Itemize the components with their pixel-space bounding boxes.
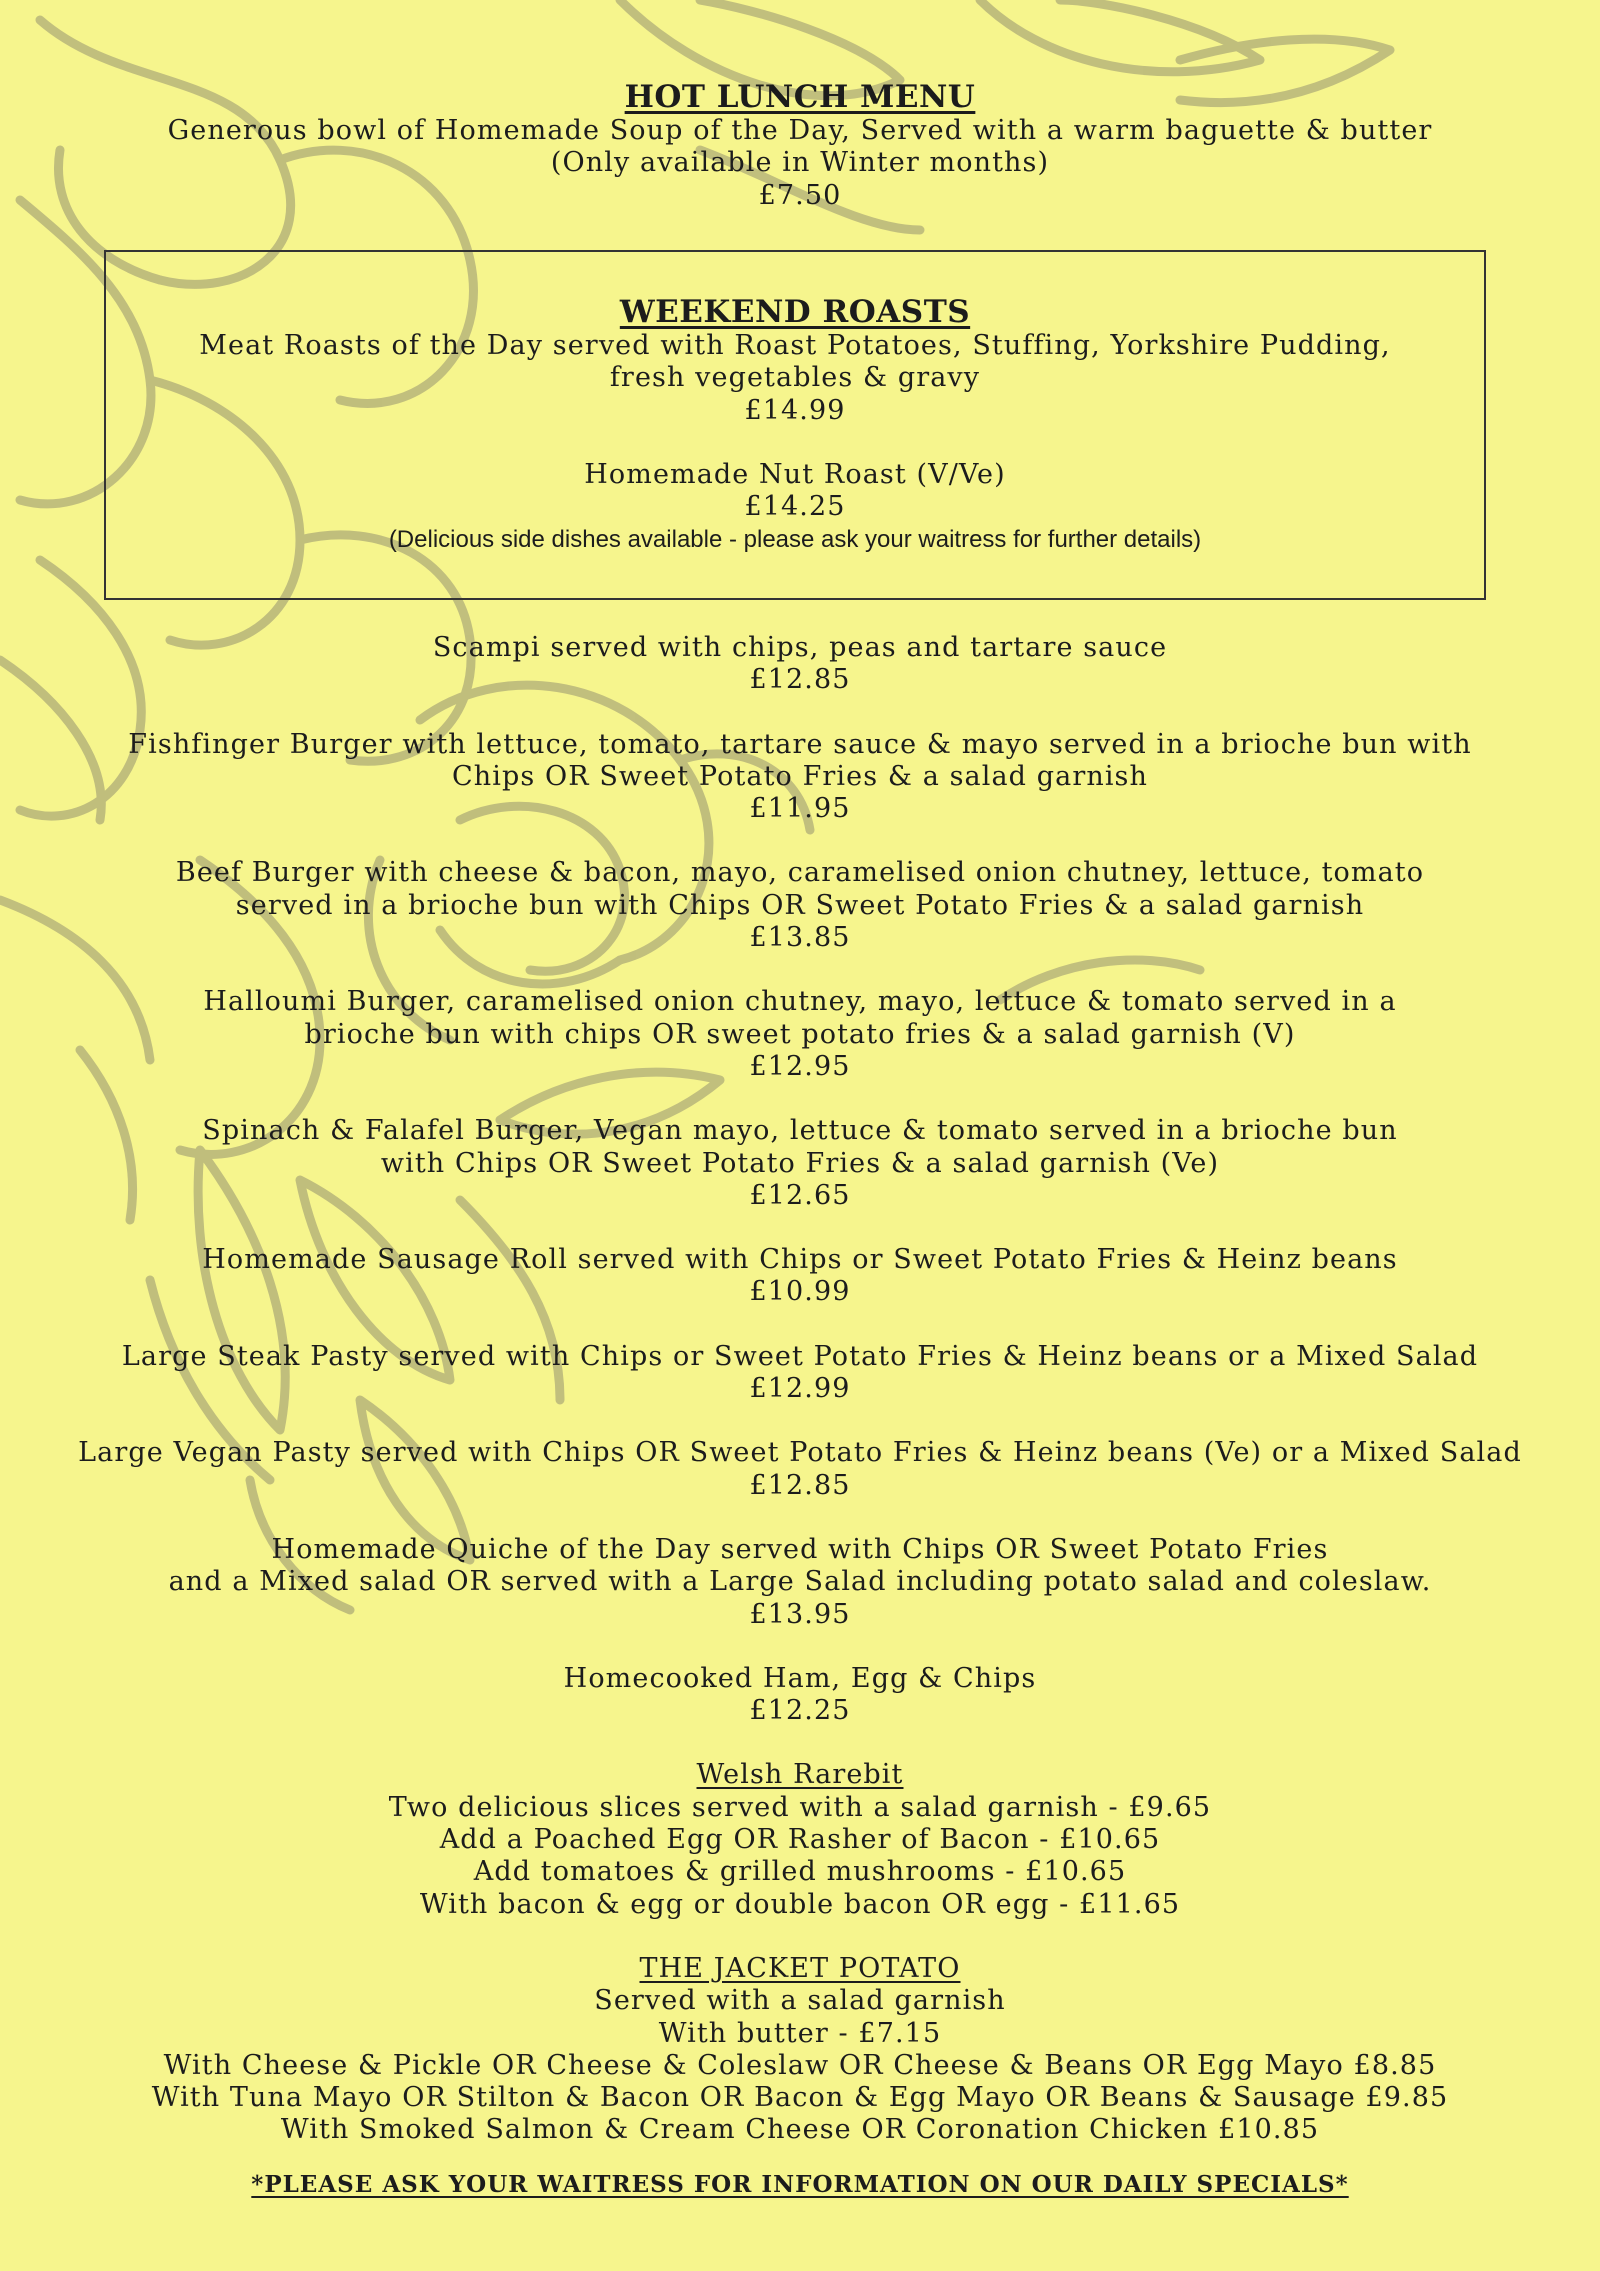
menu-item-description: Large Vegan Pasty served with Chips OR Sweet Potato Fries & Heinz beans (Ve) or a Mixed Salad [78, 1437, 1522, 1469]
menu-item-price: £12.99 [749, 1373, 851, 1405]
jacket-potato-option: Served with a salad garnish [594, 1985, 1006, 2017]
nut-roast-name: Homemade Nut Roast (V/Ve) [584, 458, 1006, 490]
side-dishes-note: (Delicious side dishes available - please ask your waitress for further details) [388, 526, 1202, 554]
menu-item-description: brioche bun with chips OR sweet potato fries & a salad garnish (V) [304, 1018, 1296, 1050]
meat-roast-description-line-1: Meat Roasts of the Day served with Roast Potatoes, Stuffing, Yorkshire Pudding, [199, 330, 1391, 361]
welsh-rarebit-option: Two delicious slices served with a salad garnish - £9.65 [388, 1791, 1212, 1823]
soup-description: Generous bowl of Homemade Soup of the Day, Served with a warm baguette & butter [167, 115, 1433, 146]
jacket-potato-heading: THE JACKET POTATO [639, 1952, 961, 1984]
meat-roast-price: £14.99 [744, 394, 846, 426]
jacket-potato-option: With Cheese & Pickle OR Cheese & Coleslaw OR Cheese & Beans OR Egg Mayo £8.85 [163, 2049, 1437, 2081]
hot-lunch-section [0, 79, 1600, 212]
menu-item-scampi [0, 632, 1600, 697]
menu-item-fishfinger-burger [0, 729, 1600, 826]
hot-lunch-title: HOT LUNCH MENU [624, 79, 976, 115]
menu-item-halloumi-burger [0, 986, 1600, 1083]
weekend-roasts-box [104, 250, 1486, 600]
menu-item-description: Spinach & Falafel Burger, Vegan mayo, lettuce & tomato served in a brioche bun [202, 1115, 1398, 1147]
menu-item-beef-burger [0, 857, 1600, 954]
menu-item-description: Homemade Sausage Roll served with Chips or Sweet Potato Fries & Heinz beans [202, 1244, 1398, 1276]
menu-item-description: Scampi served with chips, peas and tartare sauce [432, 632, 1168, 663]
soup-availability: (Only available in Winter months) [550, 147, 1050, 179]
menu-item-price: £12.65 [749, 1179, 851, 1211]
menu-item-description: Homemade Quiche of the Day served with Chips OR Sweet Potato Fries [271, 1533, 1329, 1565]
menu-item-description: Beef Burger with cheese & bacon, mayo, caramelised onion chutney, lettuce, tomato [175, 857, 1425, 889]
menu-item-description: Halloumi Burger, caramelised onion chutney, mayo, lettuce & tomato served in a [203, 986, 1397, 1018]
menu-item-description: Fishfinger Burger with lettuce, tomato, tartare sauce & mayo served in a brioche bun with [128, 728, 1472, 760]
soup-price: £7.50 [758, 179, 842, 211]
jacket-potato-option: With butter - £7.15 [658, 2017, 942, 2049]
menu-item-price: £13.85 [749, 922, 851, 954]
menu-item-description: served in a brioche bun with Chips OR Sweet Potato Fries & a salad garnish [235, 889, 1365, 921]
menu-item-price: £12.95 [749, 1050, 851, 1082]
menu-item-vegan-pasty [0, 1437, 1600, 1502]
weekend-roasts-title: WEEKEND ROASTS [619, 294, 971, 330]
welsh-rarebit-section [0, 1759, 1600, 1920]
welsh-rarebit-option: Add a Poached Egg OR Rasher of Bacon - £10.65 [439, 1824, 1161, 1856]
jacket-potato-section [0, 1953, 1600, 2147]
menu-item-steak-pasty [0, 1341, 1600, 1406]
menu-item-price: £11.95 [749, 793, 851, 825]
menu-item-description: with Chips OR Sweet Potato Fries & a salad garnish (Ve) [380, 1147, 1220, 1179]
menu-item-description: Large Steak Pasty served with Chips or Sweet Potato Fries & Heinz beans or a Mixed Salad [121, 1340, 1479, 1372]
menu-item-quiche [0, 1534, 1600, 1631]
nut-roast-price: £14.25 [744, 491, 846, 523]
welsh-rarebit-heading: Welsh Rarebit [696, 1759, 904, 1791]
meat-roast-description-line-2: fresh vegetables & gravy [609, 362, 981, 394]
menu-item-price: £12.85 [749, 1469, 851, 1501]
menu-item-price: £10.99 [749, 1276, 851, 1308]
menu-item-description: Homecooked Ham, Egg & Chips [563, 1662, 1037, 1694]
jacket-potato-option: With Smoked Salmon & Cream Cheese OR Coronation Chicken £10.85 [280, 2114, 1320, 2146]
menu-item-description: and a Mixed salad OR served with a Large Salad including potato salad and coleslaw. [168, 1566, 1432, 1598]
menu-item-price: £13.95 [749, 1598, 851, 1630]
jacket-potato-option: With Tuna Mayo OR Stilton & Bacon OR Bacon & Egg Mayo OR Beans & Sausage £9.85 [151, 2082, 1449, 2114]
welsh-rarebit-option: With bacon & egg or double bacon OR egg - £11.65 [419, 1888, 1181, 1920]
roast-spacer [106, 427, 1484, 459]
menu-item-price: £12.85 [749, 664, 851, 696]
menu-item-falafel-burger [0, 1115, 1600, 1212]
menu-item-price: £12.25 [749, 1695, 851, 1727]
menu-item-sausage-roll [0, 1244, 1600, 1309]
welsh-rarebit-option: Add tomatoes & grilled mushrooms - £10.65 [473, 1856, 1127, 1888]
menu-item-ham-egg-chips [0, 1663, 1600, 1728]
menu-items-list [0, 632, 1600, 2198]
menu-item-description: Chips OR Sweet Potato Fries & a salad garnish [451, 760, 1148, 792]
daily-specials-footer: *PLEASE ASK YOUR WAITRESS FOR INFORMATION ON OUR DAILY SPECIALS* [251, 2170, 1349, 2198]
